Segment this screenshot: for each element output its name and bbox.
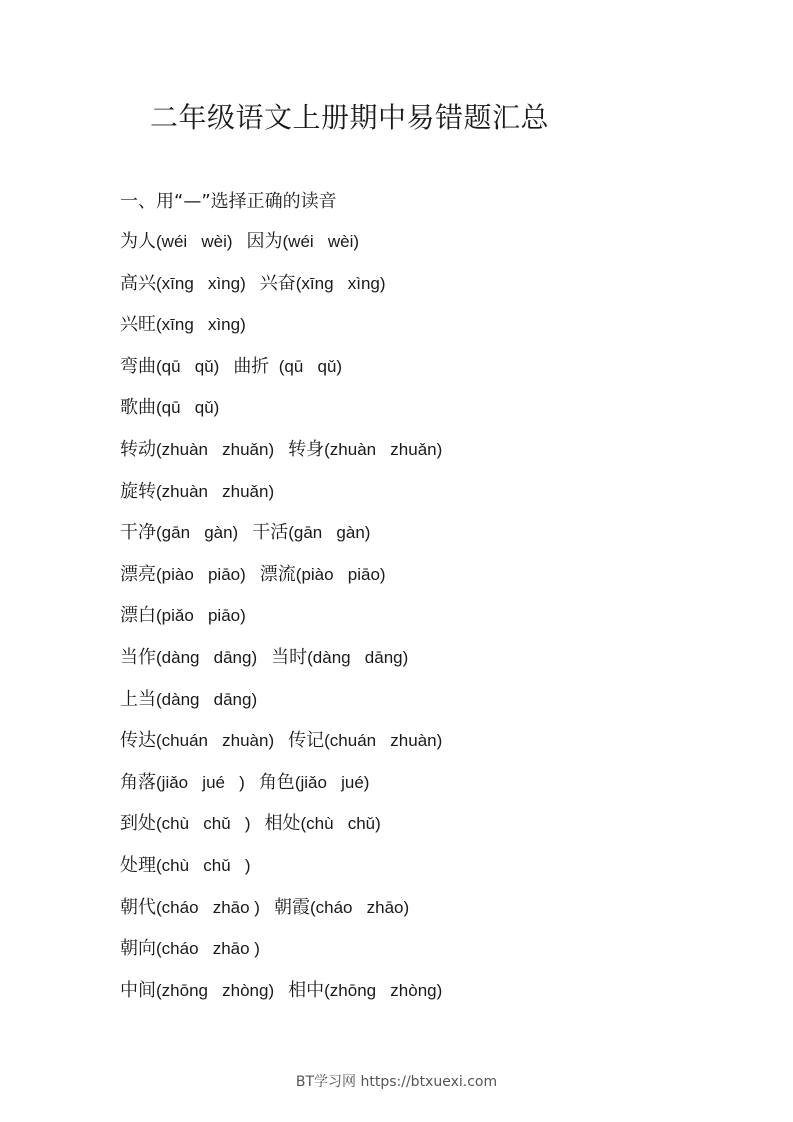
- exercise-line: [120, 603, 442, 645]
- exercise-item: [120, 482, 274, 501]
- exercise-item: [120, 440, 274, 459]
- exercise-word: 漂亮: [120, 563, 156, 585]
- pinyin-choices[interactable]: (jiǎo jué ): [156, 772, 245, 792]
- exercise-item: [288, 440, 442, 459]
- pinyin-choices[interactable]: (wéi wèi): [156, 232, 233, 251]
- exercise-line: [120, 978, 442, 1020]
- pinyin-choices[interactable]: (zhōng zhòng): [156, 980, 275, 1000]
- exercise-line: [120, 479, 442, 521]
- pinyin-choices[interactable]: (piǎo piāo): [156, 606, 246, 626]
- exercise-word: 处理: [120, 854, 156, 876]
- exercise-item: [120, 939, 260, 958]
- pinyin-choices[interactable]: (cháo zhāo ): [156, 939, 260, 959]
- exercise-line: [120, 645, 442, 687]
- exercise-item: [259, 773, 370, 792]
- exercise-item: [120, 606, 246, 625]
- pinyin-choices[interactable]: (cháo zhāo): [309, 897, 410, 917]
- exercise-line: [120, 895, 442, 937]
- exercise-item: [120, 773, 245, 792]
- pinyin-choices[interactable]: (piào piāo): [295, 564, 386, 584]
- exercise-word: 到处: [120, 813, 156, 835]
- exercise-item: [247, 232, 360, 251]
- exercise-line: [120, 811, 442, 853]
- section-heading: 一、用“—”选择正确的读音: [120, 191, 337, 212]
- pinyin-choices[interactable]: (cháo zhāo ): [156, 897, 260, 917]
- exercise-word: 转身: [288, 438, 325, 460]
- exercise-item: [260, 274, 386, 293]
- exercise-word: 因为: [246, 231, 283, 252]
- exercise-word: 传记: [288, 730, 325, 752]
- exercise-word: 歌曲: [120, 397, 156, 419]
- exercise-word: 兴旺: [120, 314, 156, 336]
- pinyin-choices[interactable]: (gān gàn): [156, 523, 239, 543]
- exercise-line: [120, 271, 442, 313]
- exercise-line: [120, 728, 442, 770]
- exercise-word: 相处: [264, 813, 301, 835]
- pinyin-choices[interactable]: (qū qǔ): [156, 398, 220, 418]
- exercise-item: [120, 814, 250, 833]
- pinyin-choices[interactable]: (xīng xìng): [295, 273, 386, 293]
- exercise-item: [120, 523, 238, 542]
- exercise-item: [288, 981, 442, 1000]
- page-title: 二年级语文上册期中易错题汇总: [150, 101, 550, 134]
- pinyin-choices[interactable]: (chù chǔ ): [156, 814, 251, 834]
- exercise-line: [120, 936, 442, 978]
- pinyin-choices[interactable]: (dàng dāng): [156, 689, 258, 709]
- pinyin-choices[interactable]: (xīng xìng): [156, 273, 246, 293]
- exercise-word: 曲折: [233, 355, 270, 377]
- pinyin-exercise-list: [120, 229, 442, 1019]
- exercise-word: 漂流: [259, 563, 296, 585]
- exercise-word: 高兴: [120, 272, 156, 294]
- pinyin-choices[interactable]: (zhuàn zhuǎn): [324, 439, 443, 459]
- exercise-item: [120, 648, 257, 667]
- pinyin-choices[interactable]: (chuán zhuàn): [156, 731, 275, 751]
- exercise-item: [252, 523, 370, 542]
- pinyin-choices[interactable]: (chù chǔ): [300, 814, 381, 834]
- pinyin-choices[interactable]: (dàng dāng): [307, 647, 409, 667]
- exercise-word: 当作: [120, 646, 156, 668]
- pinyin-choices[interactable]: (piào piāo): [156, 564, 246, 584]
- exercise-line: [120, 853, 442, 895]
- exercise-item: [271, 648, 408, 667]
- exercise-item: [260, 565, 386, 584]
- exercise-line: [120, 520, 442, 562]
- exercise-word: 弯曲: [120, 355, 156, 377]
- exercise-item: [120, 981, 274, 1000]
- exercise-line: [120, 687, 442, 729]
- exercise-item: [120, 274, 246, 293]
- exercise-word: 上当: [120, 688, 156, 710]
- exercise-item: [120, 898, 260, 917]
- exercise-item: [264, 814, 380, 833]
- exercise-line: [120, 312, 442, 354]
- exercise-word: 漂白: [120, 605, 156, 627]
- exercise-word: 朝霞: [273, 896, 310, 918]
- pinyin-choices[interactable]: (wéi wèi): [282, 232, 360, 251]
- exercise-item: [120, 357, 219, 376]
- exercise-line: [120, 562, 442, 604]
- exercise-line: [120, 229, 442, 271]
- exercise-word: 转动: [120, 438, 156, 460]
- exercise-item: [288, 731, 442, 750]
- exercise-word: 当时: [271, 646, 308, 668]
- exercise-word: 相中: [288, 979, 325, 1001]
- exercise-item: [120, 690, 257, 709]
- exercise-line: [120, 354, 442, 396]
- exercise-word: 兴奋: [259, 272, 296, 294]
- exercise-item: [120, 315, 246, 334]
- exercise-line: [120, 395, 442, 437]
- exercise-line: [120, 437, 442, 479]
- exercise-word: 传达: [120, 730, 156, 752]
- exercise-line: [120, 770, 442, 812]
- exercise-item: [120, 731, 274, 750]
- exercise-word: 朝向: [120, 938, 156, 960]
- pinyin-choices[interactable]: (zhōng zhòng): [324, 980, 443, 1000]
- exercise-item: [120, 565, 246, 584]
- pinyin-choices[interactable]: (xīng xìng): [156, 315, 246, 335]
- exercise-word: 为人: [120, 231, 156, 252]
- exercise-item: [120, 398, 219, 417]
- pinyin-choices[interactable]: (jiǎo jué): [294, 772, 370, 792]
- exercise-word: 旋转: [120, 480, 156, 502]
- exercise-word: 角落: [120, 771, 156, 793]
- pinyin-choices[interactable]: (dàng dāng): [156, 647, 258, 667]
- exercise-word: 朝代: [120, 896, 156, 918]
- exercise-word: 中间: [120, 979, 156, 1001]
- exercise-item: [120, 232, 233, 251]
- exercise-item: [120, 856, 250, 875]
- pinyin-choices[interactable]: (zhuàn zhuǎn): [156, 481, 275, 501]
- exercise-item: [274, 898, 409, 917]
- pinyin-choices[interactable]: (qū qǔ): [269, 356, 343, 376]
- footer-watermark: BT学习网 https://btxuexi.com: [295, 1074, 498, 1090]
- pinyin-choices[interactable]: (zhuàn zhuǎn): [156, 439, 275, 459]
- pinyin-choices[interactable]: (chuán zhuàn): [324, 731, 443, 751]
- exercise-word: 干活: [252, 522, 289, 544]
- pinyin-choices[interactable]: (gān gàn): [288, 523, 371, 543]
- pinyin-choices[interactable]: (qū qǔ): [156, 356, 220, 376]
- exercise-word: 角色: [258, 771, 295, 793]
- pinyin-choices[interactable]: (chù chǔ ): [156, 855, 251, 875]
- exercise-item: [233, 357, 342, 376]
- exercise-word: 干净: [120, 522, 156, 544]
